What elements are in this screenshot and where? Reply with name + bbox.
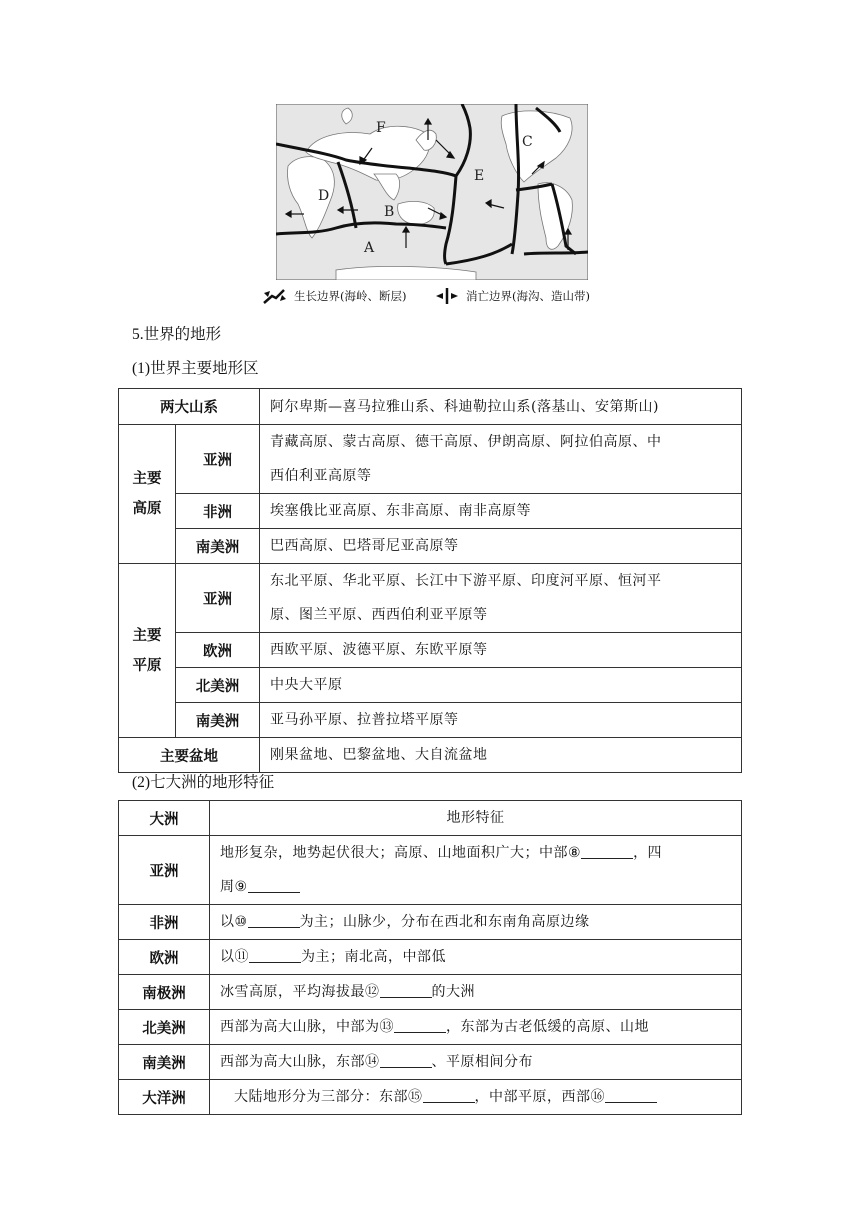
text-span: 以 xyxy=(220,914,235,930)
text-span: 大陆地形分为三部分：东部 xyxy=(234,1089,408,1105)
blank-number: ⑧ xyxy=(568,845,582,861)
answer-blank[interactable] xyxy=(423,1086,475,1103)
cell-line xyxy=(220,836,731,870)
blank-number: ⑭ xyxy=(365,1054,380,1070)
row-group-header xyxy=(119,425,176,564)
continent-cell: 亚洲 xyxy=(176,564,260,633)
table-row xyxy=(119,1045,742,1080)
continent-cell: 南极洲 xyxy=(119,975,210,1010)
blank-number: ⑬ xyxy=(379,1019,394,1035)
text-span: 西部为高大山脉，中部为 xyxy=(220,1019,380,1035)
plate-map-svg xyxy=(276,104,588,280)
continent-cell: 大洋洲 xyxy=(119,1080,210,1115)
table-row xyxy=(119,801,742,836)
landform-regions-table xyxy=(118,388,742,773)
continent-terrain-table xyxy=(118,800,742,1115)
plate-label-b: B xyxy=(384,204,395,220)
cell-text xyxy=(260,425,742,494)
cell-text xyxy=(210,836,742,905)
table-row xyxy=(119,703,742,738)
group-label: 高原 xyxy=(132,501,162,517)
cell-text xyxy=(210,1080,742,1115)
continent-cell: 北美洲 xyxy=(176,668,260,703)
group-label: 主要 xyxy=(132,627,162,644)
legend-growth xyxy=(262,287,406,305)
continent-cell: 北美洲 xyxy=(119,1010,210,1045)
table-row xyxy=(119,975,742,1010)
text-span: ，四 xyxy=(633,845,663,861)
table-row xyxy=(119,836,742,905)
text-span: 西部为高大山脉，东部 xyxy=(220,1054,365,1070)
subsection-title-1: (1)世界主要地形区 xyxy=(132,360,259,377)
map-legend xyxy=(262,287,602,307)
subduction-boundary-icon xyxy=(434,287,460,305)
text-span: 以 xyxy=(220,949,235,965)
text-span: 地形复杂，地势起伏很大；高原、山地面积广大；中部 xyxy=(220,845,568,861)
table-row xyxy=(119,738,742,773)
cell-text: 刚果盆地、巴黎盆地、大自流盆地 xyxy=(260,738,742,773)
table-row xyxy=(119,905,742,940)
cell-text: 埃塞俄比亚高原、东非高原、南非高原等 xyxy=(260,494,742,529)
continent-cell: 非洲 xyxy=(119,905,210,940)
answer-blank[interactable] xyxy=(248,876,300,893)
answer-blank[interactable] xyxy=(249,946,301,963)
text-span: ，东部为古老低缓的高原、山地 xyxy=(446,1019,649,1035)
text-span: 的大洲 xyxy=(431,984,475,1000)
blank-number: ⑨ xyxy=(234,879,248,895)
cell-line: 青藏高原、蒙古高原、德干高原、伊朗高原、阿拉伯高原、中 xyxy=(270,434,662,450)
plate-label-a: A xyxy=(364,240,375,256)
legend-subduction xyxy=(434,287,590,305)
table-row xyxy=(119,529,742,564)
row-header: 两大山系 xyxy=(119,389,260,425)
continent-cell: 南美洲 xyxy=(176,529,260,564)
text-span: 、平原相间分布 xyxy=(431,1054,533,1070)
plate-map xyxy=(276,104,588,280)
text-span: 周 xyxy=(220,879,235,895)
column-header: 地形特征 xyxy=(210,801,742,836)
continent-cell: 欧洲 xyxy=(119,940,210,975)
row-group-header xyxy=(119,564,176,738)
row-header: 主要盆地 xyxy=(119,738,260,773)
answer-blank[interactable] xyxy=(380,1051,432,1068)
plate-label-e: E xyxy=(474,168,485,184)
cell-text: 亚马孙平原、拉普拉塔平原等 xyxy=(260,703,742,738)
answer-blank[interactable] xyxy=(380,981,432,998)
growth-boundary-icon xyxy=(262,287,288,305)
cell-text: 西欧平原、波德平原、东欧平原等 xyxy=(260,633,742,668)
table-row xyxy=(119,1080,742,1115)
cell-line: 西伯利亚高原等 xyxy=(270,468,372,484)
blank-number: ⑩ xyxy=(234,914,248,930)
blank-number: ⑯ xyxy=(590,1089,605,1105)
blank-number: ⑮ xyxy=(408,1089,423,1105)
cell-text xyxy=(210,940,742,975)
cell-text: 中央大平原 xyxy=(260,668,742,703)
cell-line: 原、图兰平原、西西伯利亚平原等 xyxy=(270,607,488,623)
group-label: 平原 xyxy=(132,657,162,674)
table-row xyxy=(119,1010,742,1045)
text-span: 为主；山脉少，分布在西北和东南角高原边缘 xyxy=(299,914,590,930)
group-label: 主要 xyxy=(132,471,162,487)
continent-cell: 亚洲 xyxy=(119,836,210,905)
text-span: 冰雪高原，平均海拔最 xyxy=(220,984,365,1000)
table-row xyxy=(119,633,742,668)
cell-text xyxy=(210,975,742,1010)
answer-blank[interactable] xyxy=(394,1016,446,1033)
cell-text xyxy=(260,564,742,633)
cell-text xyxy=(210,905,742,940)
plate-label-d: D xyxy=(318,188,330,204)
table-row xyxy=(119,668,742,703)
plate-label-f: F xyxy=(376,120,386,136)
text-span: 为主；南北高，中部低 xyxy=(301,949,446,965)
plate-label-c: C xyxy=(522,134,533,150)
continent-cell: 南美洲 xyxy=(176,703,260,738)
blank-number: ⑫ xyxy=(365,984,380,1000)
legend-subduction-label: 消亡边界(海沟、造山带) xyxy=(466,289,590,303)
cell-text xyxy=(210,1010,742,1045)
table-row xyxy=(119,940,742,975)
continent-cell: 非洲 xyxy=(176,494,260,529)
text-span: ，中部平原，西部 xyxy=(474,1089,591,1105)
table-row xyxy=(119,425,742,494)
section-title: 5.世界的地形 xyxy=(132,326,222,343)
cell-text: 巴西高原、巴塔哥尼亚高原等 xyxy=(260,529,742,564)
column-header: 大洲 xyxy=(119,801,210,836)
subsection-title-2: (2)七大洲的地形特征 xyxy=(132,774,275,791)
blank-number: ⑪ xyxy=(234,949,249,965)
cell-text: 阿尔卑斯—喜马拉雅山系、科迪勒拉山系(落基山、安第斯山) xyxy=(260,389,742,425)
cell-line: 东北平原、华北平原、长江中下游平原、印度河平原、恒河平 xyxy=(270,573,662,589)
answer-blank[interactable] xyxy=(581,842,633,859)
table-row xyxy=(119,564,742,633)
table-row xyxy=(119,389,742,425)
cell-text xyxy=(210,1045,742,1080)
legend-growth-label: 生长边界(海岭、断层) xyxy=(294,289,407,303)
table-row xyxy=(119,494,742,529)
continent-cell: 亚洲 xyxy=(176,425,260,494)
continent-cell: 南美洲 xyxy=(119,1045,210,1080)
answer-blank[interactable] xyxy=(248,911,300,928)
continent-cell: 欧洲 xyxy=(176,633,260,668)
cell-line xyxy=(220,870,731,904)
answer-blank[interactable] xyxy=(605,1086,657,1103)
